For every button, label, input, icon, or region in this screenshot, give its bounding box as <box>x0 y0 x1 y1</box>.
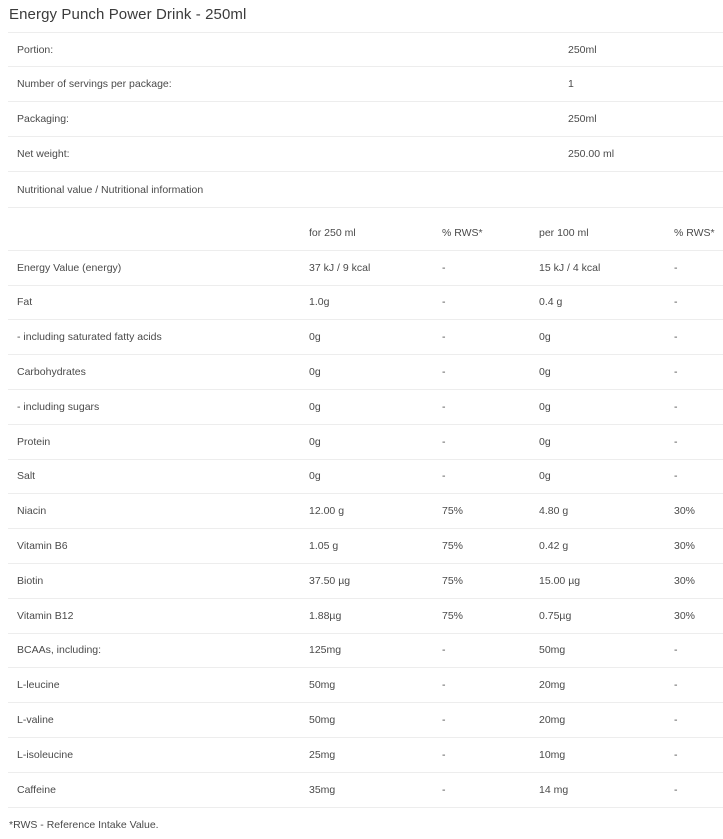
value-per-100ml: 20mg <box>539 679 566 692</box>
table-row <box>8 355 723 390</box>
rws-per-portion: - <box>442 748 446 761</box>
rws-per-portion: - <box>442 400 446 413</box>
header-cell-per-portion: for 250 ml <box>309 226 356 239</box>
value-per-portion: 1.88µg <box>309 609 342 622</box>
header-cell-rws-100ml: % RWS* <box>674 226 715 239</box>
rws-per-100ml: - <box>674 783 678 796</box>
page-title: Energy Punch Power Drink - 250ml <box>9 6 247 23</box>
table-row <box>8 460 723 495</box>
value-per-100ml: 0.4 g <box>539 296 563 309</box>
table-row <box>8 286 723 321</box>
nutrition-table <box>8 216 723 808</box>
nutrient-name: BCAAs, including: <box>17 644 102 657</box>
nutrient-name: Protein <box>17 435 51 448</box>
nutrition-section-title: Nutritional value / Nutritional information <box>8 172 723 208</box>
value-per-portion: 0g <box>309 400 321 413</box>
table-row <box>8 320 723 355</box>
rws-per-100ml: - <box>674 366 678 379</box>
value-per-100ml: 15.00 µg <box>539 574 581 587</box>
value-per-portion: 37.50 µg <box>309 574 351 587</box>
table-row <box>8 390 723 425</box>
info-value: 1 <box>568 78 574 90</box>
value-per-portion: 1.0g <box>309 296 330 309</box>
rws-per-100ml: 30% <box>674 574 696 587</box>
nutrient-name: L-isoleucine <box>17 748 74 761</box>
table-row <box>8 634 723 669</box>
nutrient-name: Niacin <box>17 505 47 518</box>
rws-per-portion: 75% <box>442 540 464 553</box>
table-row <box>8 494 723 529</box>
rws-per-portion: - <box>442 261 446 274</box>
value-per-portion: 37 kJ / 9 kcal <box>309 261 371 274</box>
rws-per-100ml: - <box>674 261 678 274</box>
value-per-portion: 50mg <box>309 679 336 692</box>
info-label: Net weight: <box>17 148 70 160</box>
info-row-packaging <box>8 102 723 137</box>
nutrient-name: Energy Value (energy) <box>17 261 122 274</box>
nutrient-name: Vitamin B6 <box>17 540 68 553</box>
value-per-100ml: 0.42 g <box>539 540 569 553</box>
value-per-100ml: 15 kJ / 4 kcal <box>539 261 601 274</box>
nutrient-name: Biotin <box>17 574 44 587</box>
rws-per-portion: - <box>442 435 446 448</box>
nutrient-name: - including sugars <box>17 400 100 413</box>
rws-per-100ml: - <box>674 331 678 344</box>
value-per-portion: 35mg <box>309 783 336 796</box>
header-cell-rws-portion: % RWS* <box>442 226 483 239</box>
rws-per-100ml: - <box>674 400 678 413</box>
rws-per-100ml: 30% <box>674 505 696 518</box>
table-row <box>8 668 723 703</box>
rws-per-100ml: - <box>674 679 678 692</box>
value-per-100ml: 14 mg <box>539 783 569 796</box>
rws-per-100ml: - <box>674 470 678 483</box>
value-per-portion: 1.05 g <box>309 540 339 553</box>
rws-per-portion: - <box>442 783 446 796</box>
rws-per-portion: - <box>442 714 446 727</box>
value-per-100ml: 0g <box>539 400 551 413</box>
value-per-portion: 0g <box>309 435 321 448</box>
rws-per-100ml: - <box>674 644 678 657</box>
info-row-net-weight <box>8 137 723 172</box>
rws-per-portion: - <box>442 296 446 309</box>
nutrient-name: Carbohydrates <box>17 366 86 379</box>
nutrient-name: - including saturated fatty acids <box>17 331 162 344</box>
value-per-100ml: 0.75µg <box>539 609 572 622</box>
table-row <box>8 564 723 599</box>
info-label: Number of servings per package: <box>17 78 172 90</box>
info-value: 250ml <box>568 113 597 125</box>
nutrient-name: Caffeine <box>17 783 56 796</box>
table-row <box>8 703 723 738</box>
rws-per-100ml: - <box>674 296 678 309</box>
info-value: 250ml <box>568 43 597 56</box>
info-row-portion <box>8 32 723 67</box>
value-per-portion: 25mg <box>309 748 336 761</box>
nutrition-header-row <box>8 216 723 251</box>
rws-per-portion: - <box>442 644 446 657</box>
table-row <box>8 599 723 634</box>
rws-per-100ml: 30% <box>674 540 696 553</box>
rws-per-100ml: - <box>674 714 678 727</box>
rws-per-100ml: 30% <box>674 609 696 622</box>
info-row-servings <box>8 67 723 102</box>
nutrient-name: Vitamin B12 <box>17 609 74 622</box>
nutrient-name: Fat <box>17 296 33 309</box>
nutrient-name: Salt <box>17 470 36 483</box>
rws-per-portion: 75% <box>442 609 464 622</box>
table-row <box>8 773 723 808</box>
header-cell-per-100ml: per 100 ml <box>539 226 589 239</box>
rws-per-100ml: - <box>674 435 678 448</box>
value-per-100ml: 20mg <box>539 714 566 727</box>
value-per-portion: 0g <box>309 366 321 379</box>
rws-per-portion: - <box>442 470 446 483</box>
info-label: Portion: <box>17 43 54 56</box>
table-row <box>8 251 723 286</box>
value-per-100ml: 50mg <box>539 644 566 657</box>
footnote: *RWS - Reference Intake Value. <box>9 819 159 831</box>
value-per-portion: 0g <box>309 470 321 483</box>
value-per-100ml: 0g <box>539 331 551 344</box>
value-per-portion: 0g <box>309 331 321 344</box>
table-row <box>8 738 723 773</box>
info-value: 250.00 ml <box>568 148 615 160</box>
rws-per-100ml: - <box>674 748 678 761</box>
info-label: Packaging: <box>17 113 69 125</box>
table-row <box>8 425 723 460</box>
value-per-100ml: 10mg <box>539 748 566 761</box>
nutrient-name: L-leucine <box>17 679 60 692</box>
table-row <box>8 529 723 564</box>
value-per-portion: 50mg <box>309 714 336 727</box>
rws-per-portion: 75% <box>442 574 464 587</box>
rws-per-portion: - <box>442 331 446 344</box>
rws-per-portion: 75% <box>442 505 464 518</box>
nutrient-name: L-valine <box>17 714 54 727</box>
value-per-100ml: 0g <box>539 470 551 483</box>
value-per-portion: 125mg <box>309 644 342 657</box>
value-per-100ml: 0g <box>539 366 551 379</box>
rws-per-portion: - <box>442 679 446 692</box>
value-per-100ml: 0g <box>539 435 551 448</box>
rws-per-portion: - <box>442 366 446 379</box>
value-per-portion: 12.00 g <box>309 505 345 518</box>
value-per-100ml: 4.80 g <box>539 505 569 518</box>
product-info-table <box>8 32 723 208</box>
